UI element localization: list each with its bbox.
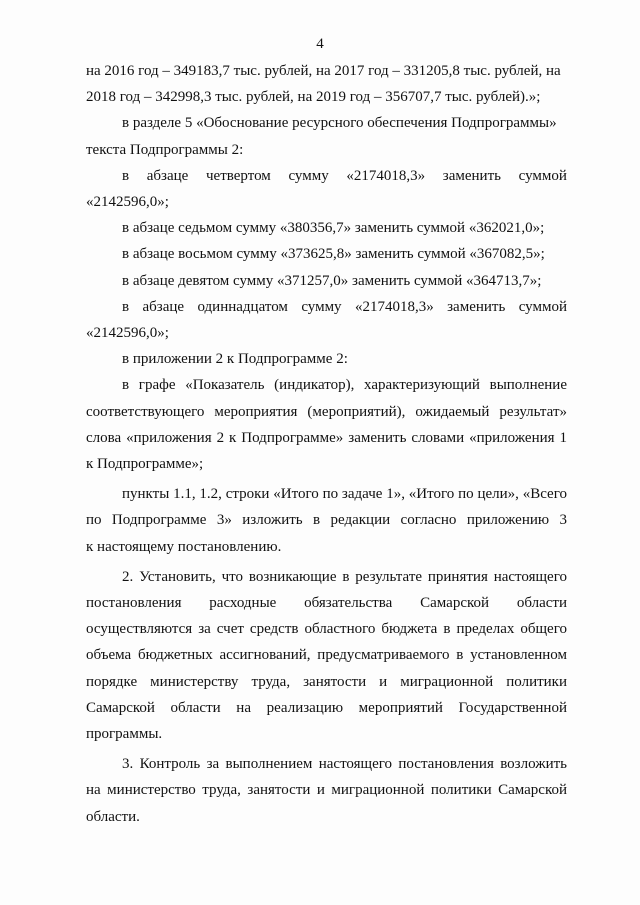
word: четвертом — [206, 167, 271, 184]
paragraph-9 — [86, 372, 567, 477]
p12-line-3: области. — [86, 808, 140, 825]
word: одиннадцатом — [197, 298, 288, 315]
word: в — [122, 298, 130, 315]
p10-line-3: к настоящему постановлению. — [86, 538, 282, 555]
paragraph-6: в абзаце девятом сумму «371257,0» заменить суммой «364713,7»; — [122, 272, 542, 289]
p11-line-5: порядке министерству труда, занятости и миграционной политики — [86, 673, 567, 690]
word: абзаце — [146, 167, 189, 184]
p7-line-2: «2142596,0»; — [86, 325, 169, 342]
p11-line-6: Самарской области на реализацию мероприятий Государственной — [86, 699, 567, 716]
p11-line-7: программы. — [86, 726, 163, 743]
paragraph-11 — [86, 564, 567, 747]
paragraph-5: в абзаце восьмом сумму «373625,8» заменить суммой «367082,5»; — [122, 246, 545, 263]
p12-line-1: 3. Контроль за выполнением настоящего постановления возложить — [122, 756, 567, 773]
paragraph-8: в приложении 2 к Подпрограмме 2: — [122, 351, 348, 368]
paragraph-1 — [86, 58, 567, 110]
p9-line-3: слова «приложения 2 к Подпрограмме» заменить словами «приложения 1 — [86, 429, 567, 446]
word: заменить — [447, 298, 506, 315]
p10-line-1: пункты 1.1, 1.2, строки «Итого по задаче 1», «Итого по цели», «Всего — [122, 486, 567, 503]
paragraph-7 — [86, 294, 567, 346]
document-body — [86, 58, 567, 830]
p12-line-2: на министерство труда, занятости и миграционной политики Самарской — [86, 782, 567, 799]
paragraph-10 — [86, 481, 567, 560]
word: суммой — [518, 167, 567, 184]
paragraph-3 — [86, 163, 567, 215]
p1-line-1 — [86, 58, 567, 84]
p7-line-1 — [86, 294, 567, 320]
p9-line-4: к Подпрограмме»; — [86, 456, 204, 473]
p11-line-2: постановления расходные обязательства Самарской области — [86, 595, 567, 612]
paragraph-4: в абзаце седьмом сумму «380356,7» заменить суммой «362021,0»; — [122, 220, 545, 237]
page-number: 4 — [316, 36, 324, 52]
word: абзаце — [142, 298, 185, 315]
word: сумму — [288, 167, 329, 184]
word: «2174018,3» — [346, 167, 426, 184]
word: «2174018,3» — [354, 298, 434, 315]
p3-line-1 — [86, 163, 567, 189]
p11-line-1: 2. Установить, что возникающие в результате принятия настоящего — [122, 568, 567, 585]
paragraph-12 — [86, 751, 567, 830]
p9-line-2: соответствующего мероприятия (мероприятий), ожидаемый результат» — [86, 403, 567, 420]
p1-line-2: 2018 год – 342998,3 тыс. рублей, на 2019 год – 356707,7 тыс. рублей).»; — [86, 89, 541, 106]
p2-line-1: в разделе 5 «Обоснование ресурсного обеспечения Подпрограммы» — [122, 115, 557, 132]
word: сумму — [301, 298, 342, 315]
word: заменить — [442, 167, 501, 184]
p3-line-2: «2142596,0»; — [86, 194, 169, 211]
p9-line-1: в графе «Показатель (индикатор), характеризующий выполнение — [122, 377, 567, 394]
p11-line-4: объема бюджетных ассигнований, предусматриваемого в установленном — [86, 647, 567, 664]
p11-line-3: осуществляются за счет средств областного бюджета в пределах общего — [86, 621, 567, 638]
p2-line-2: текста Подпрограммы 2: — [86, 141, 244, 158]
paragraph-2 — [86, 110, 567, 162]
word: в — [122, 167, 130, 184]
word: суммой — [518, 298, 567, 315]
p10-line-2: по Подпрограмме 3» изложить в редакции согласно приложению 3 — [86, 512, 567, 529]
text-line: на 2016 год – 349183,7 тыс. рублей, на 2017 год – 331205,8 тыс. рублей, на — [86, 63, 561, 79]
